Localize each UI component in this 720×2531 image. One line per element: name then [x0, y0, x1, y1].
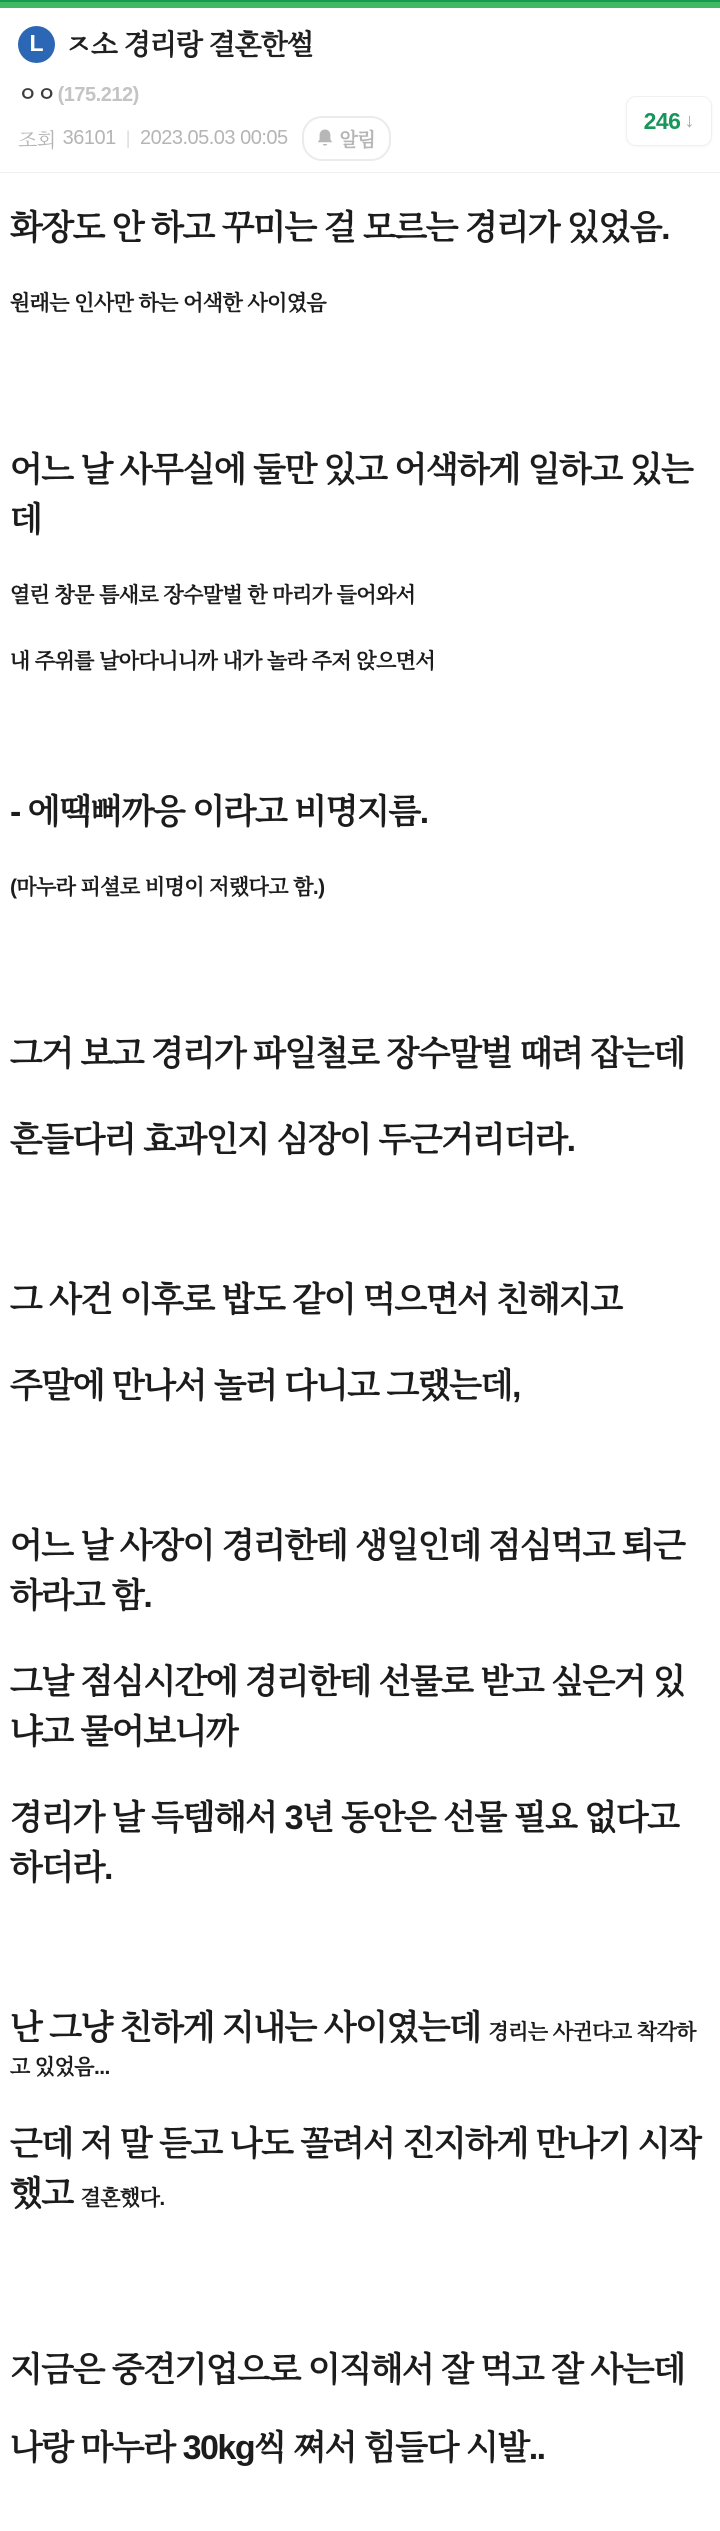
paragraph-text: 결혼했다.: [80, 2187, 165, 2210]
title-row: [18, 26, 702, 63]
author-row: [18, 78, 702, 107]
paragraph-text: 어느 날 사장이 경리한테 생일인데 점심먹고 퇴근하라고 함.: [10, 1527, 685, 1615]
paragraph-text: 그 사건 이후로 밥도 같이 먹으면서 친해지고: [10, 1281, 622, 1319]
paragraph-text: (마누라 피셜로 비명이 저랬다고 함.): [10, 876, 325, 899]
post-paragraph: [10, 873, 706, 903]
bell-icon: [316, 128, 334, 148]
paragraph-text: 원래는 인사만 하는 어색한 사이였음: [10, 292, 327, 315]
post-paragraph: [10, 2345, 706, 2395]
top-accent-bar: [0, 0, 720, 8]
post-paragraph: [10, 2119, 706, 2219]
paragraph-text: 내 주위를 날아다니니까 내가 놀라 주저 앉으면서: [10, 650, 436, 673]
paragraph-text: 난 그냥 친하게 지내는 사이였는데: [10, 2009, 489, 2047]
post-date: 2023.05.03 00:05: [139, 126, 288, 149]
recommend-count: 246: [643, 107, 681, 134]
post-paragraph: [10, 1521, 706, 1621]
paragraph-text: 흔들다리 효과인지 심장이 두근거리더라.: [10, 1121, 575, 1159]
post-paragraph: [10, 203, 706, 253]
post-paragraph: [10, 289, 706, 319]
recommend-button[interactable]: [626, 96, 712, 146]
post-paragraph: [10, 445, 706, 545]
meta-separator: |: [125, 127, 130, 148]
paragraph-text: 어느 날 사무실에 둘만 있고 어색하게 일하고 있는데: [10, 451, 693, 539]
post-paragraph: [10, 581, 706, 611]
meta-row: [18, 118, 702, 158]
post-paragraph: [10, 1793, 706, 1893]
paragraph-text: 그거 보고 경리가 파일철로 장수말벌 때려 잡는데: [10, 1035, 685, 1073]
views-count: 36101: [62, 126, 116, 149]
paragraph-text: 나랑 마누라 30kg씩 쪄서 힘들다 시발..: [10, 2429, 545, 2467]
author-ip: (175.212): [57, 84, 139, 106]
post-header: [0, 8, 720, 173]
paragraph-text: 경리가 날 득템해서 3년 동안은 선물 필요 없다고 하더라.: [10, 1799, 679, 1887]
post-paragraph: [10, 1361, 706, 1411]
notify-button[interactable]: [302, 116, 392, 161]
paragraph-text: 그날 점심시간에 경리한테 선물로 받고 싶은거 있냐고 물어보니까: [10, 1663, 685, 1751]
paragraph-text: 지금은 중견기업으로 이직해서 잘 먹고 잘 사는데: [10, 2351, 685, 2389]
paragraph-text: - 에땍뻐까응 이라고 비명지름.: [10, 793, 428, 831]
level-icon: L: [18, 26, 55, 63]
post-paragraph: [10, 1115, 706, 1165]
views-label: 조회: [18, 129, 56, 152]
author-name[interactable]: ㅇㅇ: [18, 84, 56, 106]
post-title: ㅈ소 경리랑 결혼한썰: [65, 28, 313, 60]
paragraph-text: 화장도 안 하고 꾸미는 걸 모르는 경리가 있었음.: [10, 209, 670, 247]
paragraph-text: 근데 저 말 듣고 나도 꼴려서 진지하게 만나기 시작했고: [10, 2125, 701, 2213]
post-paragraph: [10, 1029, 706, 1079]
post-paragraph: [10, 647, 706, 677]
post-paragraph: [10, 1275, 706, 1325]
notify-label: 알림: [339, 129, 376, 151]
post-paragraph: [10, 787, 706, 837]
post-paragraph: [10, 1657, 706, 1757]
paragraph-text: 주말에 만나서 놀러 다니고 그랬는데,: [10, 1367, 520, 1405]
paragraph-text: 열린 창문 틈새로 장수말벌 한 마리가 들어와서: [10, 584, 416, 607]
down-arrow-icon: ↓: [684, 109, 695, 132]
paragraph-text: 경리는 사귄다고 착각하고 있었음...: [10, 2021, 696, 2079]
post-body: [0, 173, 720, 2503]
post-paragraph: [10, 2423, 706, 2473]
post-paragraph: [10, 2003, 706, 2083]
